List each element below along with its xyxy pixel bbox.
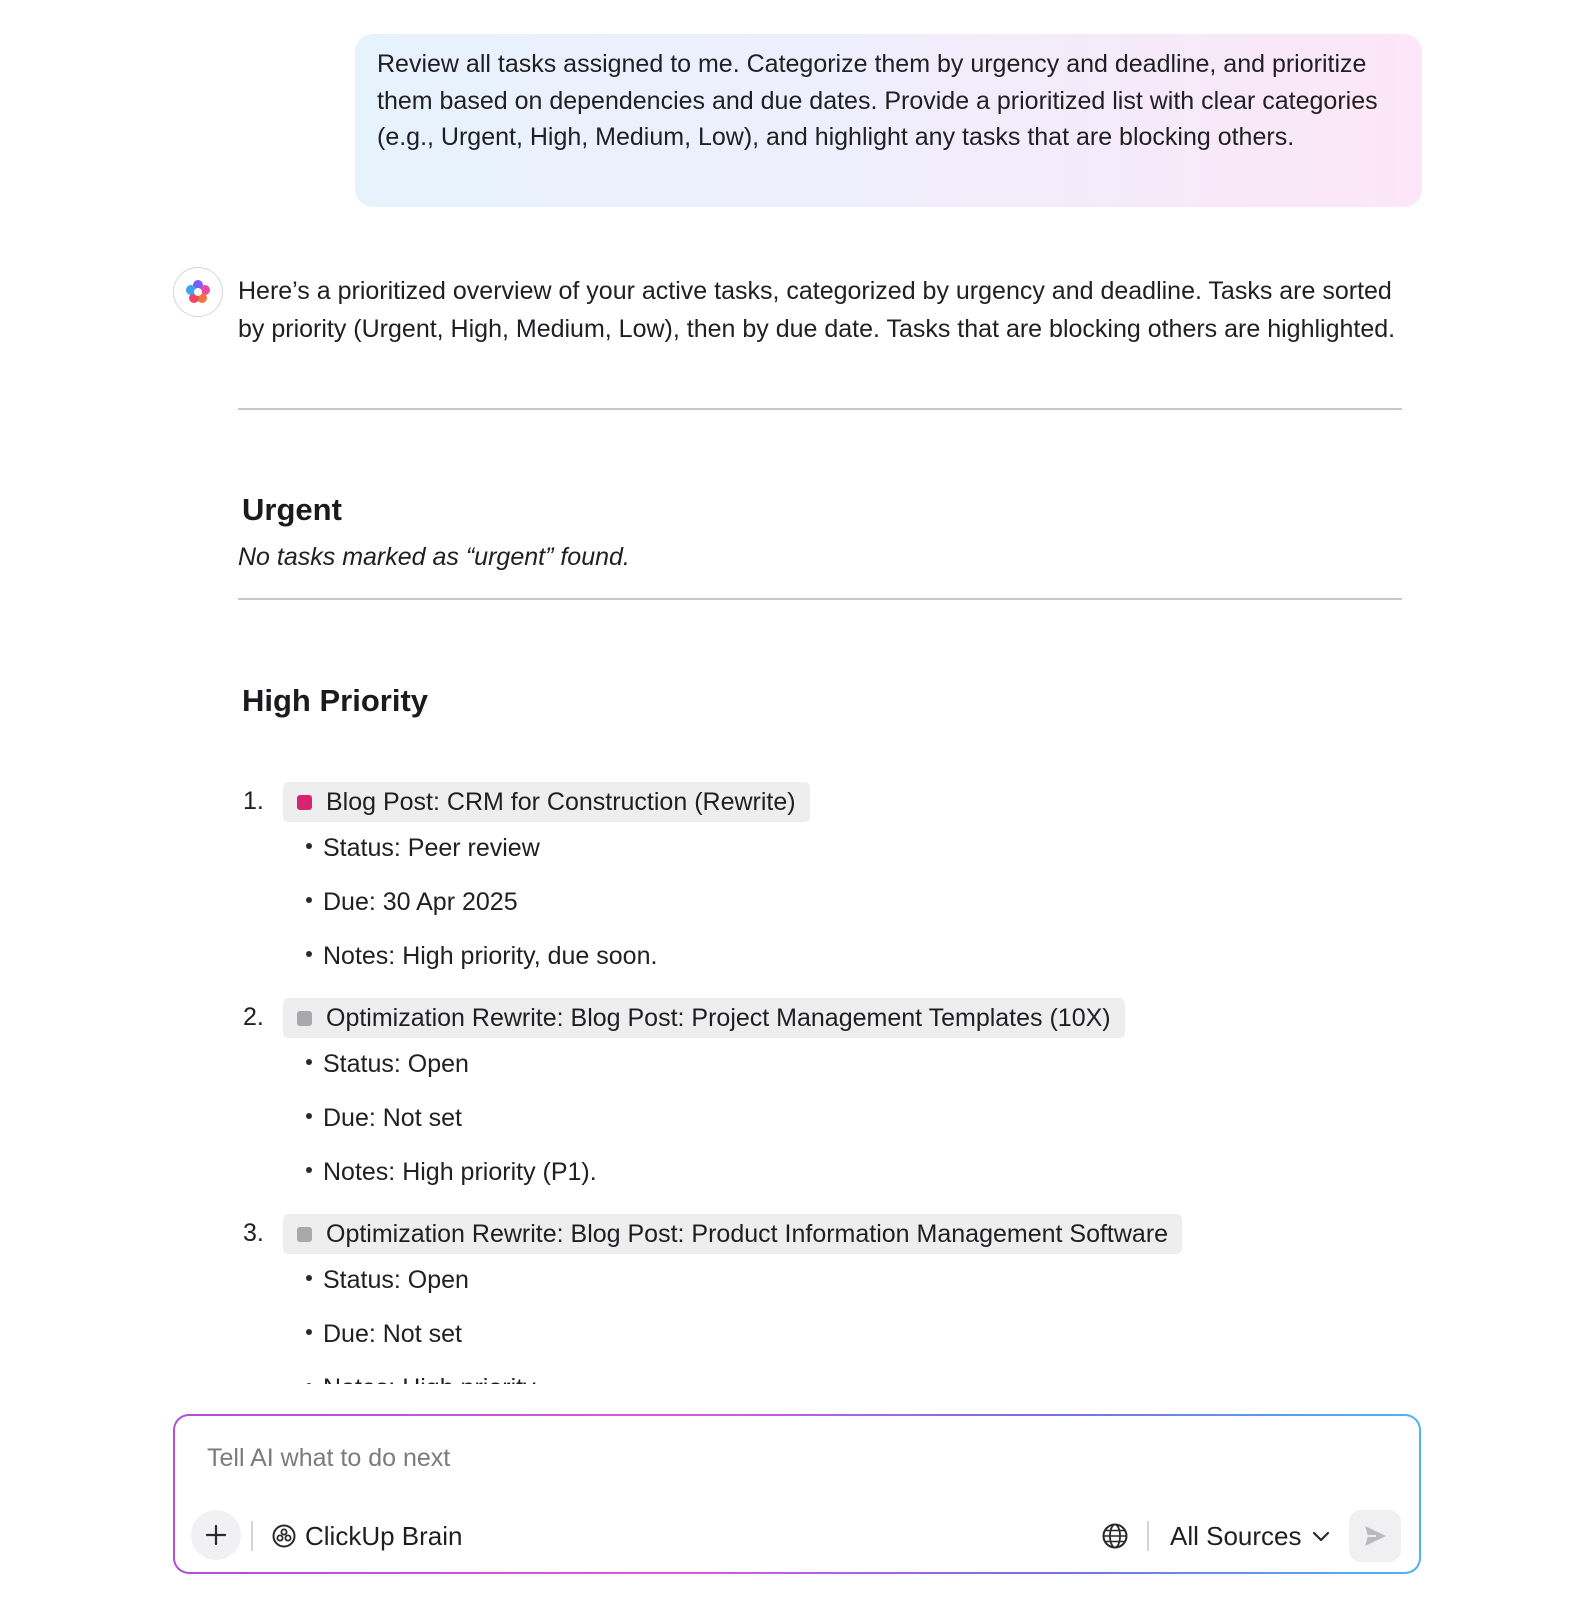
user-message-text: Review all tasks assigned to me. Categorize them by urgency and deadline, and prioritize them based on dependencies and due dates. Provide a prioritized list with clear categories (e.g., Urgent, High, Medium, Low), and highlight any tasks that are blocking others. — [377, 50, 1378, 151]
task-status-square-icon — [297, 795, 312, 810]
task-title: Blog Post: CRM for Construction (Rewrite) — [326, 787, 796, 816]
scroll-clip — [0, 1384, 1580, 1404]
task-detail-due: Due: Not set — [306, 1104, 462, 1133]
task-number: 1. — [243, 787, 264, 815]
task-link[interactable] — [283, 1214, 1182, 1254]
chevron-down-icon — [1312, 1530, 1330, 1542]
separator — [251, 1521, 253, 1551]
task-title: Optimization Rewrite: Blog Post: Product Information Management Software — [326, 1219, 1169, 1248]
task-status-square-icon — [297, 1011, 312, 1026]
task-detail-status: Status: Open — [306, 1050, 469, 1079]
task-number: 3. — [243, 1219, 264, 1247]
task-detail-due: Due: Not set — [306, 1320, 462, 1349]
clickup-brain-label: ClickUp Brain — [305, 1520, 463, 1551]
clickup-brain-button[interactable] — [271, 1516, 463, 1556]
task-link[interactable] — [283, 998, 1125, 1038]
urgent-empty-note: No tasks marked as “urgent” found. — [238, 543, 630, 571]
task-detail-status: Status: Open — [306, 1266, 469, 1295]
task-detail-status: Status: Peer review — [306, 834, 540, 863]
divider — [238, 598, 1402, 600]
add-button[interactable] — [191, 1510, 241, 1560]
section-heading-high-priority: High Priority — [242, 683, 429, 718]
sources-label: All Sources — [1170, 1520, 1302, 1551]
ai-avatar — [173, 267, 223, 317]
sources-dropdown[interactable] — [1170, 1516, 1330, 1556]
task-detail-notes: Notes: High priority (P1). — [306, 1158, 597, 1187]
user-message-bubble — [355, 34, 1422, 207]
prompt-input[interactable] — [207, 1438, 1307, 1478]
task-number: 2. — [243, 1003, 264, 1031]
send-icon — [1362, 1523, 1388, 1549]
task-detail-notes: Notes: High priority, due soon. — [306, 942, 657, 971]
brain-icon — [271, 1523, 297, 1549]
web-search-toggle[interactable] — [1099, 1520, 1131, 1552]
ai-composer — [173, 1414, 1421, 1574]
brain-logo-icon — [183, 277, 213, 307]
divider — [238, 408, 1402, 410]
separator — [1147, 1521, 1149, 1551]
ai-response-intro: Here’s a prioritized overview of your active tasks, categorized by urgency and deadline. Tasks are sorted by priority (Urgent, High, Medium, Low), then by due date. Tasks that are blocking others are highlighted. — [238, 277, 1396, 343]
send-button[interactable] — [1349, 1510, 1401, 1562]
task-status-square-icon — [297, 1227, 312, 1242]
task-link[interactable] — [283, 782, 810, 822]
task-detail-due: Due: 30 Apr 2025 — [306, 888, 518, 917]
globe-icon — [1101, 1522, 1129, 1550]
plus-icon — [205, 1524, 227, 1546]
task-title: Optimization Rewrite: Blog Post: Project Management Templates (10X) — [326, 1003, 1111, 1032]
section-heading-urgent: Urgent — [242, 492, 342, 527]
